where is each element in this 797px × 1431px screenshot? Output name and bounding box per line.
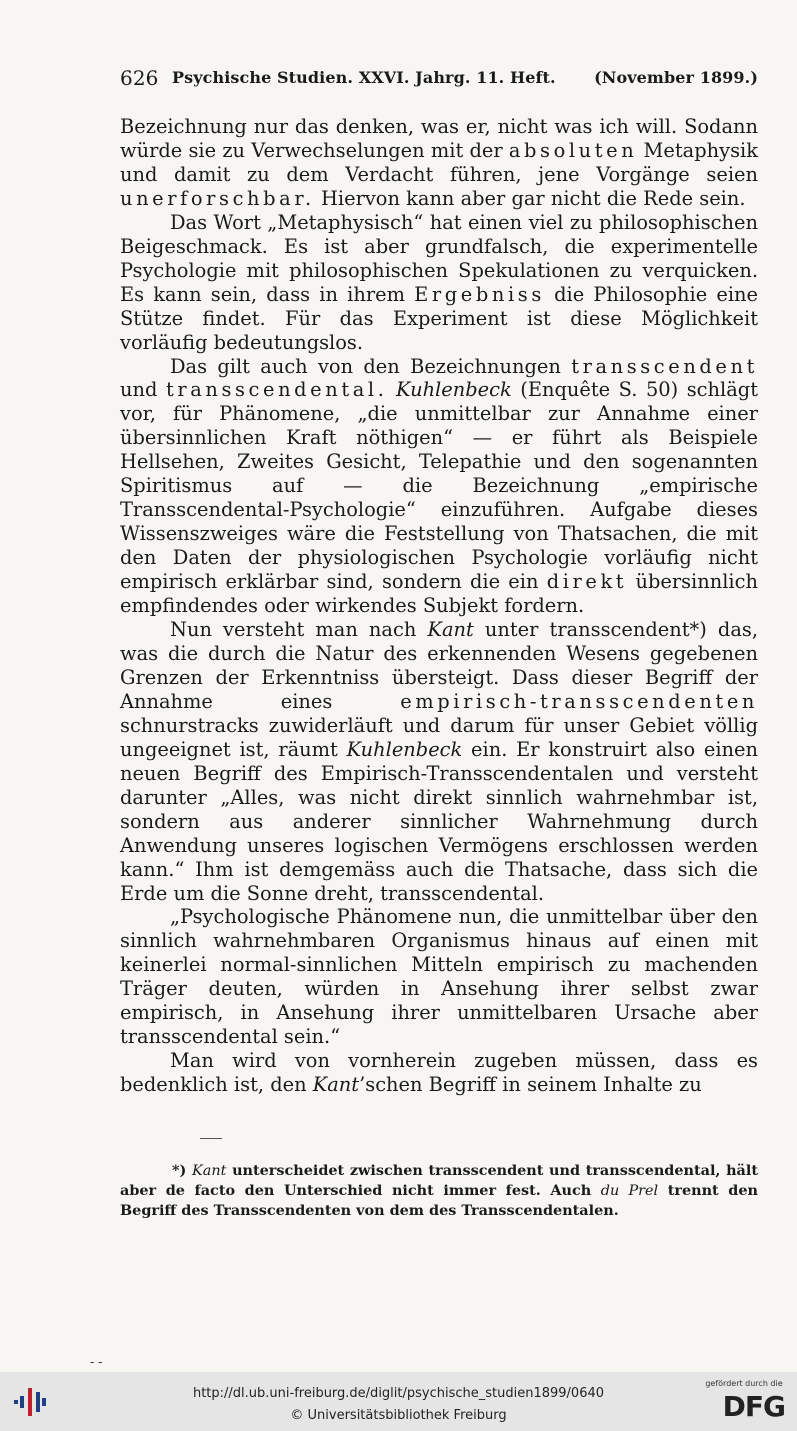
footer-bar <box>0 1372 797 1431</box>
text-run: Metaphysik und damit zu dem Verdacht führen, jene Vorgänge seien <box>120 138 758 186</box>
text-run: Nun versteht man nach <box>170 618 428 642</box>
paragraph-1 <box>120 115 758 211</box>
text-run: schnurstracks zuwiderläuft und darum für unser Gebiet völlig ungeeignet ist, räumt <box>120 713 758 761</box>
author-name: du Prel <box>600 1183 659 1199</box>
spaced-word: transscendental. <box>165 378 388 402</box>
text-run: ein. Er konstruirt also einen neuen Begriff des Empirisch-Transscendentalen und versteht darunter „Alles, was nicht direkt sinnlich wahrnehmbar ist, sondern aus anderer sinnlicher Wahrnehmung durch Anwendung unseres logischen Vermögens erschlossen werden kann.“ Ihm ist demgemäss auch die Thatsache, dass sich die Erde um die Sonne dreht, transscendental. <box>120 737 758 905</box>
author-name: Kant <box>312 1073 360 1097</box>
running-title: Psychische Studien. XXVI. Jahrg. 11. Heft. <box>172 68 556 87</box>
paragraph-4 <box>120 618 758 905</box>
footnote <box>120 1161 758 1221</box>
text-run: (Enquête S. 50) schlägt vor, für Phänomene, „die unmittelbar zur Annahme einer übersinnlichen Kraft nöthigen“ — er führt als Beispiele Hellsehen, Zweites Gesicht, Telepathie und den sogenannten Spiritismus auf — die Bezeichnung „empirische Transscendental-Psychologie“ einzuführen. Aufgabe dieses Wissenszweiges wäre die Feststellung von Thatsachen, die mit den Daten der physiologischen Psychologie vorläufig nicht empirisch erklärbar sind, sondern die ein <box>120 378 758 594</box>
bottom-marks: - - <box>90 1355 103 1369</box>
dfg-logo: DFG <box>722 1390 785 1423</box>
author-name: Kuhlenbeck <box>346 737 463 761</box>
text-run: unter transscendent*) das, was die durch die Natur des erkennenden Wesens gegebenen Grenzen der Erkenntniss übersteigt. Dass dieser Begriff der Annahme eines <box>120 618 758 713</box>
text-run: und <box>120 378 166 402</box>
paragraph-3 <box>120 355 758 618</box>
text-run: Hiervon kann aber gar nicht die Rede sein. <box>314 186 746 210</box>
page-number: 626 <box>120 66 159 90</box>
spaced-word: transscendent <box>571 354 758 378</box>
paragraph-6 <box>120 1049 758 1097</box>
spaced-word: direkt <box>546 570 628 594</box>
text-run: die Philosophie eine Stütze findet. Für das Experiment ist diese Möglichkeit vorläufig bedeutungslos. <box>120 282 758 354</box>
footnote-marker: *) <box>172 1162 187 1179</box>
text-run: Bezeichnung nur das denken, was er, nicht was ich will. Sodann würde sie zu Verwechselungen mit der <box>120 115 758 162</box>
spaced-word: absoluten <box>508 138 638 162</box>
text-run: Man wird von vornherein zugeben müssen, dass es bedenklich ist, den <box>120 1049 758 1097</box>
author-name: Kant <box>192 1163 227 1179</box>
author-name: Kant <box>427 618 474 642</box>
text-run: trennt den Begriff des Transscendenten von dem des Transscendentalen. <box>120 1182 758 1219</box>
footnote-text <box>120 1161 758 1221</box>
text-run: Das Wort „Metaphysisch“ hat einen viel zu philosophischen Beigeschmack. Es ist aber grundfalsch, die experimentelle Psychologie mit philosophischen Spekulationen zu verquicken. Es kann sein, dass in ihrem <box>120 210 758 306</box>
spaced-word: Ergebniss <box>414 282 545 306</box>
page-header <box>120 66 760 96</box>
spaced-word: empirisch-transscendenten <box>400 689 758 713</box>
text-run: Das gilt auch von den Bezeichnungen <box>170 354 572 378</box>
paragraph-2 <box>120 211 758 355</box>
dfg-caption: gefördert durch die <box>705 1379 783 1388</box>
text-run: übersinnlich empfindendes oder wirkendes Subjekt fordern. <box>120 570 758 618</box>
body-text <box>120 115 758 1097</box>
text-run: unterscheidet zwischen transscendent und transscendental, hält aber de facto den Unterschied nicht immer fest. Auch <box>120 1162 758 1199</box>
author-name: Kuhlenbeck <box>396 378 512 402</box>
footer-copyright: © Universitätsbibliothek Freiburg <box>290 1408 507 1423</box>
spaced-word: unerforschbar. <box>120 186 315 210</box>
paragraph-5: „Psychologische Phänomene nun, die unmittelbar über den sinnlich wahrnehmbaren Organismus hinaus auf einen mit keinerlei normal-sinnlichen Mitteln empirisch zu machenden Träger deuten, würden in Ansehung ihrer selbst zwar empirisch, in Ansehung ihrer unmittelbaren Ursache aber transscendental sein.“ <box>120 905 758 1049</box>
issue-date: (November 1899.) <box>594 68 758 87</box>
footer-url[interactable]: http://dl.ub.uni-freiburg.de/diglit/psychische_studien1899/0640 <box>192 1386 605 1401</box>
footnote-rule <box>200 1138 222 1139</box>
text-run: ’schen Begriff in seinem Inhalte zu <box>359 1073 702 1097</box>
